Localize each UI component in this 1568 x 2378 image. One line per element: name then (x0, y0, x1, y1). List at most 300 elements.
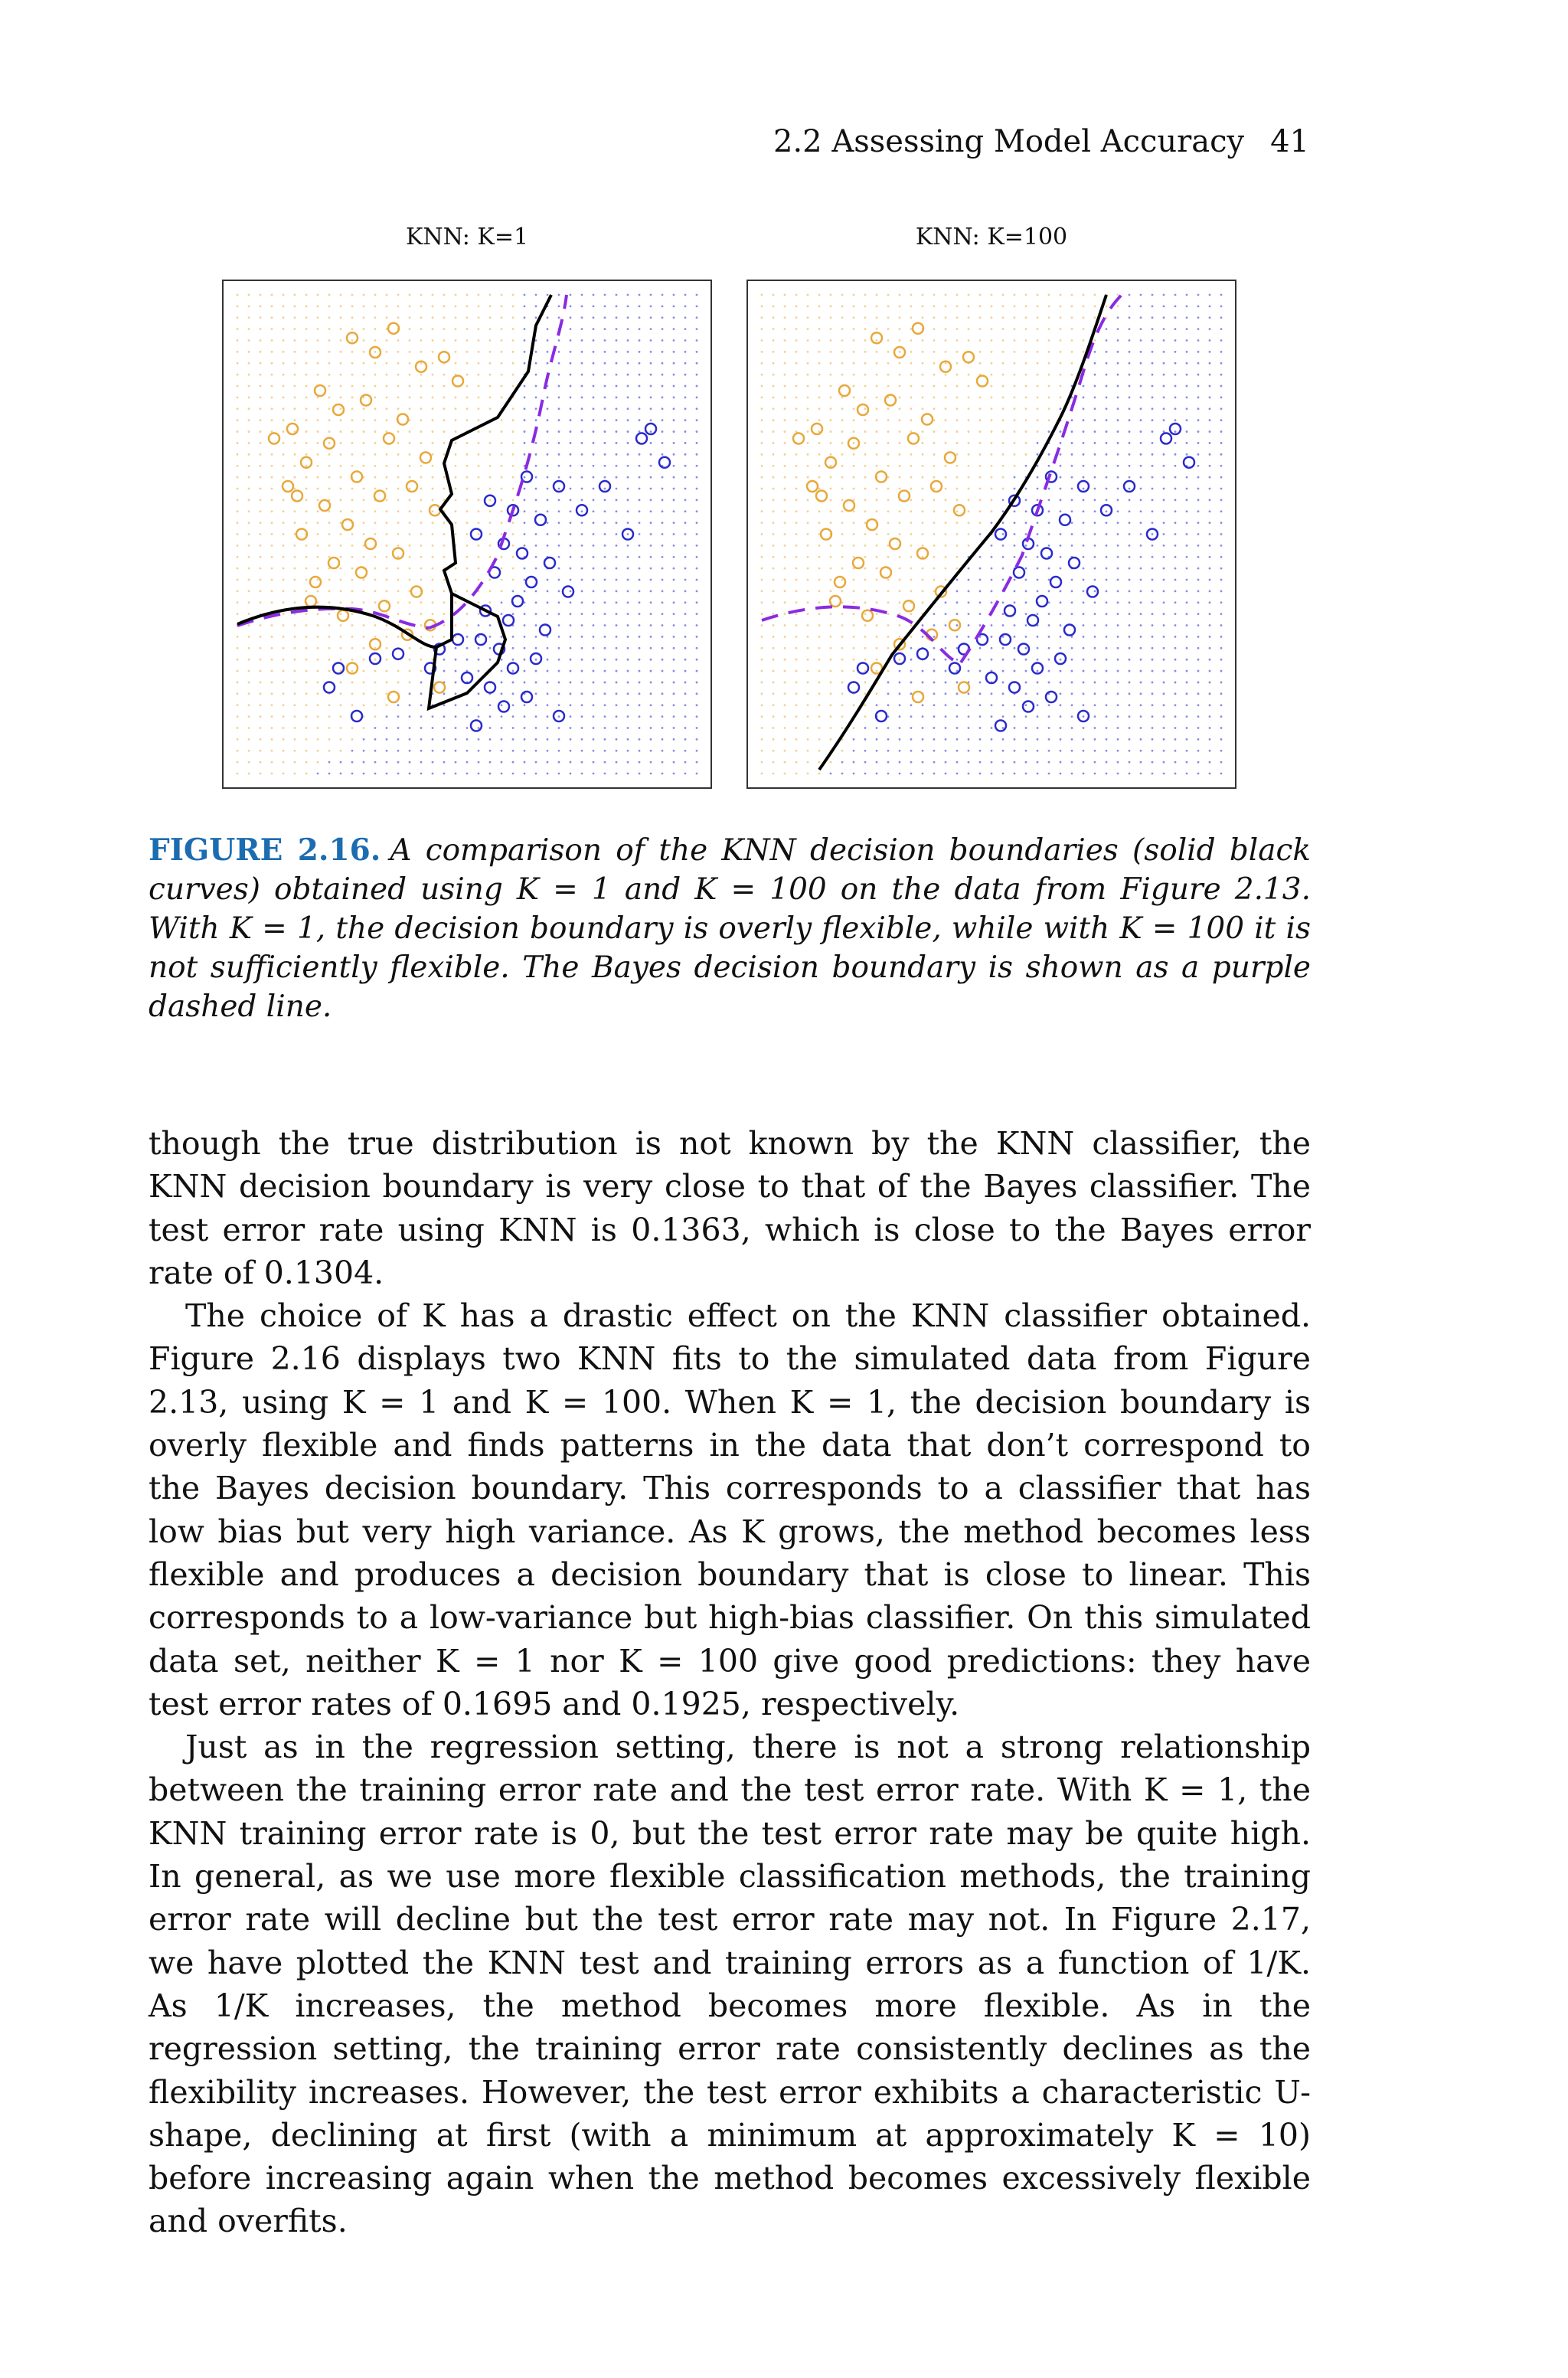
grid-dot (420, 682, 423, 684)
grid-dot (1014, 453, 1016, 456)
grid-dot (616, 430, 618, 433)
grid-dot (260, 750, 262, 752)
grid-dot (627, 579, 629, 581)
grid-dot (237, 636, 239, 638)
grid-dot (1174, 305, 1177, 307)
grid-dot (795, 465, 798, 467)
grid-dot (662, 316, 664, 319)
knn-boundary (237, 295, 551, 647)
grid-dot (1025, 362, 1027, 365)
grid-dot (1220, 590, 1223, 593)
grid-dot (340, 659, 342, 661)
grid-dot (340, 556, 342, 558)
grid-dot (1220, 362, 1223, 365)
grid-dot (283, 430, 285, 433)
grid-dot (627, 499, 629, 501)
grid-dot (979, 522, 982, 524)
grid-dot (363, 488, 365, 490)
grid-dot (283, 328, 285, 330)
grid-dot (237, 647, 239, 649)
grid-dot (1197, 568, 1200, 570)
grid-dot (283, 294, 285, 296)
grid-dot (1163, 659, 1165, 661)
grid-dot (1140, 647, 1142, 649)
blue-point (1078, 481, 1089, 492)
grid-dot (340, 624, 342, 626)
grid-dot (386, 727, 388, 729)
grid-dot (443, 545, 446, 547)
grid-dot (489, 499, 492, 501)
orange-point (388, 323, 399, 334)
grid-dot (271, 328, 273, 330)
grid-dot (773, 442, 775, 444)
grid-dot (887, 430, 890, 433)
grid-dot (1163, 351, 1165, 353)
grid-dot (784, 568, 786, 570)
grid-dot (864, 374, 867, 376)
grid-dot (1048, 294, 1050, 296)
grid-dot (443, 761, 446, 764)
grid-dot (340, 510, 342, 512)
grid-dot (673, 453, 675, 456)
grid-dot (616, 362, 618, 365)
grid-dot (248, 488, 250, 490)
grid-dot (1152, 624, 1154, 626)
grid-dot (420, 294, 423, 296)
grid-dot (397, 465, 400, 467)
grid-dot (922, 590, 924, 593)
grid-dot (1048, 761, 1050, 764)
grid-dot (363, 419, 365, 421)
grid-dot (317, 715, 319, 718)
grid-dot (432, 579, 434, 581)
grid-dot (773, 510, 775, 512)
grid-dot (386, 761, 388, 764)
grid-dot (1174, 385, 1177, 388)
grid-dot (570, 692, 572, 695)
grid-dot (260, 339, 262, 342)
grid-dot (673, 761, 675, 764)
grid-dot (1048, 568, 1050, 570)
grid-dot (876, 738, 878, 741)
grid-dot (1060, 465, 1062, 467)
grid-dot (1152, 715, 1154, 718)
grid-dot (1048, 545, 1050, 547)
grid-dot (818, 385, 821, 388)
grid-dot (397, 294, 400, 296)
grid-dot (1209, 488, 1211, 490)
grid-dot (1140, 738, 1142, 741)
grid-dot (864, 715, 867, 718)
grid-dot (627, 328, 629, 330)
grid-dot (887, 419, 890, 421)
grid-dot (317, 738, 319, 741)
grid-dot (283, 590, 285, 593)
grid-dot (1071, 305, 1073, 307)
grid-dot (558, 407, 560, 410)
grid-dot (696, 647, 698, 649)
grid-dot (432, 533, 434, 535)
grid-dot (1163, 488, 1165, 490)
grid-dot (910, 568, 913, 570)
orange-point (388, 692, 399, 702)
grid-dot (818, 682, 821, 684)
grid-dot (570, 374, 572, 376)
grid-dot (684, 533, 687, 535)
grid-dot (363, 659, 365, 661)
grid-dot (887, 305, 890, 307)
grid-dot (409, 397, 411, 399)
grid-dot (1002, 738, 1004, 741)
grid-dot (853, 316, 855, 319)
grid-dot (1106, 670, 1108, 672)
grid-dot (283, 761, 285, 764)
grid-dot (818, 397, 821, 399)
grid-dot (956, 750, 959, 752)
grid-dot (795, 579, 798, 581)
grid-dot (807, 465, 809, 467)
grid-dot (795, 294, 798, 296)
grid-dot (432, 316, 434, 319)
grid-dot (1014, 590, 1016, 593)
grid-dot (305, 556, 308, 558)
grid-dot (466, 351, 469, 353)
grid-dot (1071, 647, 1073, 649)
grid-dot (864, 316, 867, 319)
grid-dot (991, 647, 993, 649)
grid-dot (1209, 351, 1211, 353)
grid-dot (899, 385, 901, 388)
grid-dot (363, 374, 365, 376)
grid-dot (1037, 476, 1039, 479)
grid-dot (673, 294, 675, 296)
grid-dot (535, 488, 537, 490)
grid-dot (1209, 613, 1211, 615)
grid-dot (593, 430, 595, 433)
grid-dot (627, 590, 629, 593)
grid-dot (1060, 374, 1062, 376)
grid-dot (956, 488, 959, 490)
grid-dot (1197, 636, 1200, 638)
grid-dot (535, 510, 537, 512)
grid-dot (317, 339, 319, 342)
grid-dot (604, 613, 606, 615)
grid-dot (761, 715, 763, 718)
grid-dot (328, 545, 331, 547)
grid-dot (1163, 692, 1165, 695)
grid-dot (409, 659, 411, 661)
grid-dot (420, 533, 423, 535)
grid-dot (1048, 465, 1050, 467)
grid-dot (616, 499, 618, 501)
grid-dot (524, 328, 526, 330)
grid-dot (294, 647, 296, 649)
grid-dot (650, 328, 652, 330)
grid-dot (1220, 339, 1223, 342)
grid-dot (639, 522, 641, 524)
grid-dot (1140, 601, 1142, 603)
blue-point (535, 515, 546, 525)
grid-dot (1106, 636, 1108, 638)
grid-dot (363, 442, 365, 444)
grid-dot (773, 374, 775, 376)
grid-dot (420, 601, 423, 603)
grid-dot (1197, 601, 1200, 603)
grid-dot (237, 556, 239, 558)
grid-dot (1060, 568, 1062, 570)
grid-dot (1140, 682, 1142, 684)
grid-dot (570, 773, 572, 775)
grid-dot (979, 659, 982, 661)
grid-dot (887, 670, 890, 672)
grid-dot (374, 510, 377, 512)
grid-dot (409, 442, 411, 444)
grid-dot (945, 430, 947, 433)
grid-dot (696, 465, 698, 467)
grid-dot (956, 362, 959, 365)
grid-dot (1220, 659, 1223, 661)
grid-dot (784, 339, 786, 342)
grid-dot (887, 738, 890, 741)
grid-dot (248, 738, 250, 741)
grid-dot (455, 339, 457, 342)
grid-dot (830, 545, 832, 547)
grid-dot (841, 488, 844, 490)
grid-dot (409, 715, 411, 718)
grid-dot (945, 328, 947, 330)
grid-dot (547, 419, 549, 421)
grid-dot (1186, 407, 1188, 410)
grid-dot (773, 430, 775, 433)
grid-dot (283, 362, 285, 365)
grid-dot (1083, 727, 1085, 729)
grid-dot (570, 659, 572, 661)
grid-dot (558, 738, 560, 741)
grid-dot (489, 294, 492, 296)
grid-dot (237, 590, 239, 593)
grid-dot (478, 533, 480, 535)
knn-k100-svg (746, 280, 1236, 789)
grid-dot (696, 556, 698, 558)
grid-dot (830, 397, 832, 399)
grid-dot (535, 773, 537, 775)
grid-dot (818, 316, 821, 319)
grid-dot (1025, 465, 1027, 467)
grid-dot (305, 727, 308, 729)
grid-dot (1025, 647, 1027, 649)
grid-dot (409, 579, 411, 581)
grid-dot (581, 476, 583, 479)
grid-dot (455, 715, 457, 718)
grid-dot (512, 522, 514, 524)
grid-dot (237, 374, 239, 376)
grid-dot (841, 316, 844, 319)
orange-point (269, 433, 279, 444)
grid-dot (317, 568, 319, 570)
grid-dot (260, 590, 262, 593)
grid-dot (1071, 328, 1073, 330)
grid-dot (489, 442, 492, 444)
grid-dot (374, 568, 377, 570)
grid-dot (305, 659, 308, 661)
grid-dot (374, 316, 377, 319)
grid-dot (535, 750, 537, 752)
grid-dot (570, 568, 572, 570)
grid-dot (1197, 773, 1200, 775)
grid-dot (616, 590, 618, 593)
grid-dot (1117, 339, 1119, 342)
grid-dot (696, 339, 698, 342)
grid-dot (386, 568, 388, 570)
grid-dot (604, 568, 606, 570)
grid-dot (650, 316, 652, 319)
grid-dot (684, 692, 687, 695)
grid-dot (1014, 624, 1016, 626)
grid-dot (501, 374, 503, 376)
grid-dot (662, 556, 664, 558)
grid-dot (773, 545, 775, 547)
grid-dot (1117, 430, 1119, 433)
grid-dot (1106, 522, 1108, 524)
grid-dot (841, 305, 844, 307)
grid-dot (853, 601, 855, 603)
grid-dot (374, 419, 377, 421)
grid-dot (489, 453, 492, 456)
grid-dot (979, 533, 982, 535)
grid-dot (351, 682, 354, 684)
grid-dot (535, 362, 537, 365)
grid-dot (363, 407, 365, 410)
grid-dot (979, 430, 982, 433)
grid-dot (830, 613, 832, 615)
grid-dot (443, 407, 446, 410)
grid-dot (979, 624, 982, 626)
grid-dot (922, 715, 924, 718)
grid-dot (305, 636, 308, 638)
grid-dot (818, 510, 821, 512)
grid-dot (478, 362, 480, 365)
grid-dot (489, 488, 492, 490)
grid-dot (1186, 761, 1188, 764)
grid-dot (432, 397, 434, 399)
grid-dot (248, 692, 250, 695)
grid-dot (1014, 339, 1016, 342)
grid-dot (237, 579, 239, 581)
grid-dot (650, 453, 652, 456)
grid-dot (876, 750, 878, 752)
grid-dot (524, 351, 526, 353)
grid-dot (512, 305, 514, 307)
grid-dot (956, 305, 959, 307)
grid-dot (933, 351, 936, 353)
grid-dot (512, 442, 514, 444)
grid-dot (761, 659, 763, 661)
grid-dot (1209, 374, 1211, 376)
grid-dot (593, 351, 595, 353)
grid-dot (910, 339, 913, 342)
grid-dot (956, 442, 959, 444)
grid-dot (466, 305, 469, 307)
grid-dot (1106, 692, 1108, 695)
grid-dot (524, 670, 526, 672)
grid-dot (795, 636, 798, 638)
grid-dot (466, 419, 469, 421)
grid-dot (1083, 533, 1085, 535)
grid-dot (807, 397, 809, 399)
grid-dot (1002, 556, 1004, 558)
grid-dot (807, 351, 809, 353)
grid-dot (830, 465, 832, 467)
grid-dot (443, 305, 446, 307)
grid-dot (1048, 727, 1050, 729)
grid-dot (558, 568, 560, 570)
grid-dot (887, 339, 890, 342)
grid-dot (1117, 670, 1119, 672)
grid-dot (673, 397, 675, 399)
grid-dot (397, 339, 400, 342)
grid-dot (1014, 727, 1016, 729)
grid-dot (478, 499, 480, 501)
grid-dot (604, 738, 606, 741)
grid-dot (340, 316, 342, 319)
grid-dot (248, 613, 250, 615)
grid-dot (807, 545, 809, 547)
grid-dot (558, 453, 560, 456)
grid-dot (1025, 419, 1027, 421)
orange-point (430, 505, 440, 515)
grid-dot (1071, 727, 1073, 729)
grid-dot (968, 397, 970, 399)
grid-dot (784, 385, 786, 388)
grid-dot (795, 568, 798, 570)
grid-dot (294, 339, 296, 342)
grid-dot (696, 374, 698, 376)
grid-dot (1140, 316, 1142, 319)
grid-dot (604, 328, 606, 330)
grid-dot (841, 430, 844, 433)
grid-dot (887, 465, 890, 467)
grid-dot (478, 738, 480, 741)
orange-point (812, 424, 822, 434)
grid-dot (340, 773, 342, 775)
grid-dot (478, 568, 480, 570)
grid-dot (593, 636, 595, 638)
grid-dot (933, 476, 936, 479)
grid-dot (489, 316, 492, 319)
grid-dot (1163, 339, 1165, 342)
grid-dot (397, 670, 400, 672)
grid-dot (271, 624, 273, 626)
grid-dot (991, 738, 993, 741)
grid-dot (818, 590, 821, 593)
grid-dot (910, 419, 913, 421)
grid-dot (581, 682, 583, 684)
grid-dot (773, 727, 775, 729)
grid-dot (432, 294, 434, 296)
grid-dot (650, 556, 652, 558)
grid-dot (887, 499, 890, 501)
grid-dot (1071, 419, 1073, 421)
grid-dot (761, 453, 763, 456)
grid-dot (604, 636, 606, 638)
grid-dot (317, 305, 319, 307)
grid-dot (922, 407, 924, 410)
grid-dot (305, 613, 308, 615)
grid-dot (1002, 613, 1004, 615)
grid-dot (773, 568, 775, 570)
orange-point (420, 453, 431, 463)
grid-dot (1002, 670, 1004, 672)
